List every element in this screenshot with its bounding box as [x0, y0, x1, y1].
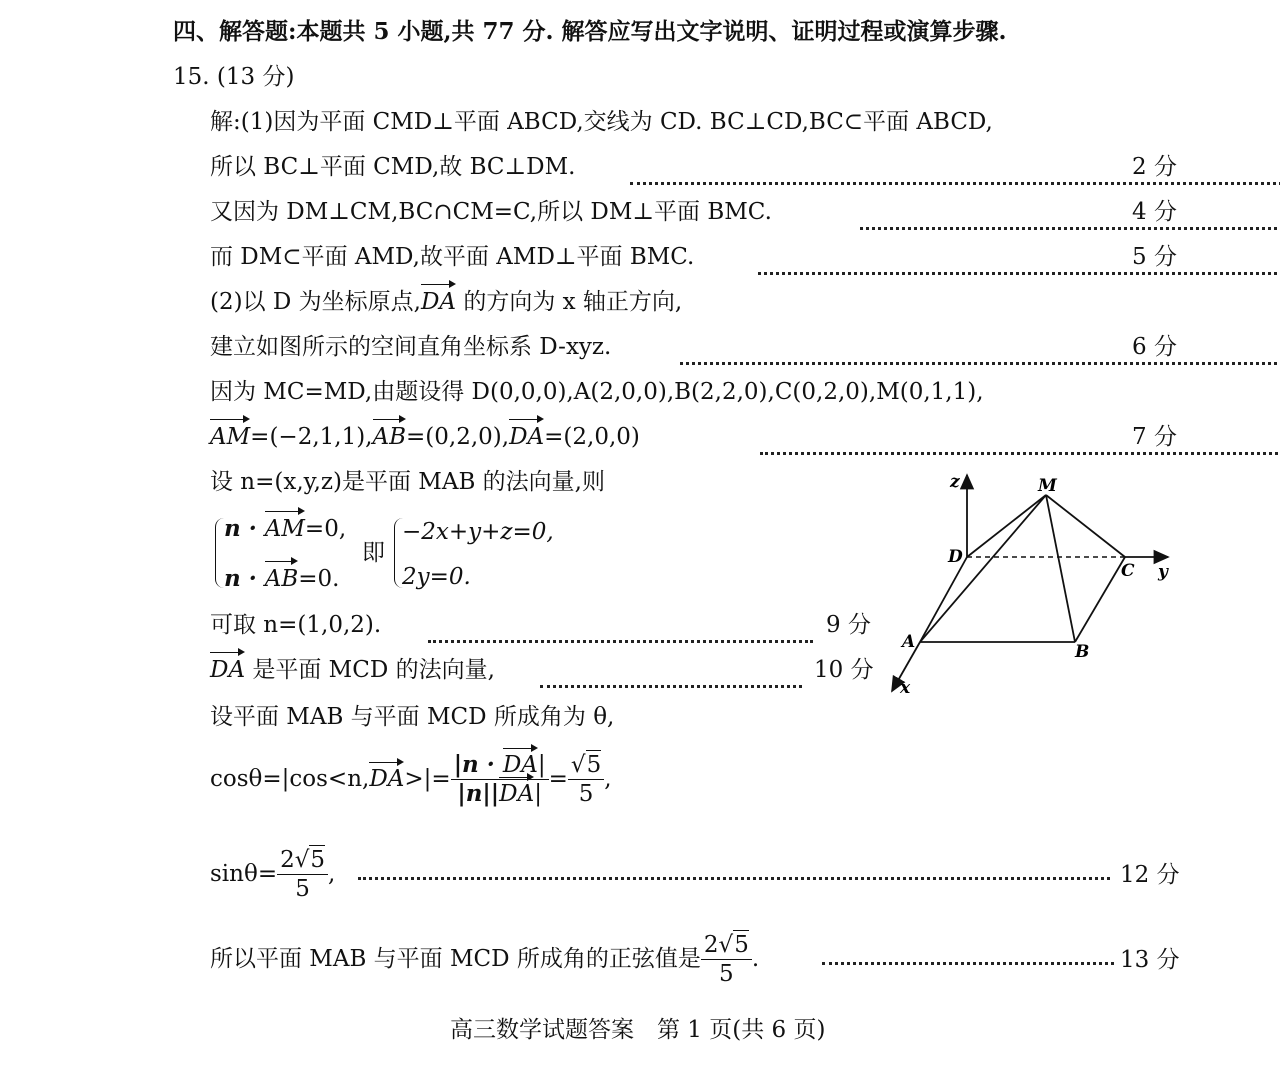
leader-dots: [758, 242, 1280, 275]
leader-dots: [760, 422, 1280, 455]
leader-dots: [630, 152, 1280, 185]
leader-dots: [358, 847, 1110, 880]
vector-da: DA: [369, 766, 405, 792]
label-C: C: [1121, 561, 1135, 581]
frac-den-end: |: [534, 780, 542, 807]
problem-label: 15. (13 分): [173, 64, 295, 90]
label-B: B: [1075, 642, 1090, 662]
vector-da: DA: [499, 780, 535, 807]
label-M: M: [1038, 476, 1057, 496]
value-da: =(2,0,0): [544, 424, 640, 450]
period: .: [751, 946, 760, 972]
score-9: 9 分: [826, 612, 871, 638]
leader-dots: [822, 932, 1114, 965]
solution-line-10: [210, 610, 880, 640]
sin-left: sinθ=: [210, 861, 278, 887]
line-text: 的方向为 x 轴正方向,: [456, 289, 683, 315]
solution-line-6: [210, 332, 1180, 362]
edge-AD: [920, 557, 967, 642]
label-D: D: [948, 547, 963, 567]
score-5: 5 分: [1132, 244, 1177, 270]
system-eq-2: [224, 564, 339, 594]
denominator: 5: [719, 961, 734, 987]
leader-dots: [428, 610, 813, 643]
solution-line-5: [210, 287, 682, 317]
sin-formula: [210, 845, 1180, 907]
frac-num: |n ·: [453, 750, 503, 778]
coef: 2: [703, 932, 719, 958]
line-text: 所以平面 MAB 与平面 MCD 所成角的正弦值是: [210, 946, 701, 972]
system-eq-1: [224, 514, 346, 544]
comma: ,: [604, 766, 612, 792]
page-footer: 高三数学试题答案 第 1 页(共 6 页): [450, 1017, 826, 1043]
solution-line-9: 设 n=(x,y,z)是平面 MAB 的法向量,则: [210, 469, 605, 495]
coef: 2: [280, 847, 295, 873]
normal-n: n ·: [224, 565, 265, 592]
label-x: x: [900, 678, 911, 698]
solution-line-8: [210, 422, 1180, 452]
system-ji: 即: [362, 540, 385, 566]
edge-BC: [1075, 557, 1125, 642]
score-10: 10 分: [814, 657, 874, 683]
line-text: 又因为 DM⊥CM,BC∩CM=C,所以 DM⊥平面 BMC.: [210, 199, 772, 225]
line-text: 所以 BC⊥平面 CMD,故 BC⊥DM.: [210, 154, 576, 180]
line-text: 可取 n=(1,0,2).: [210, 612, 382, 638]
equals: =: [548, 766, 568, 792]
score-7: 7 分: [1132, 424, 1177, 450]
value-ab: =(0,2,0),: [406, 424, 510, 450]
score-6: 6 分: [1132, 334, 1177, 360]
score-13: 13 分: [1120, 947, 1180, 973]
cos-fraction: [451, 751, 549, 808]
vector-ab: AB: [264, 566, 299, 592]
frac-den: |n||: [457, 779, 500, 807]
cos-mid: >|=: [404, 766, 451, 792]
line-text: 建立如图所示的空间直角坐标系 D-xyz.: [210, 334, 612, 360]
cos-formula: [210, 750, 612, 808]
final-fraction: $\frac{2√5}{5}$: [701, 930, 752, 988]
edge-MB: [1046, 495, 1075, 642]
solution-line-2: [210, 152, 1180, 182]
vector-da: DA: [210, 657, 246, 683]
solution-line-1: 解:(1)因为平面 CMD⊥平面 ABCD,交线为 CD. BC⊥CD,BC⊂平面 ABCD,: [210, 109, 993, 135]
sin-fraction: $\frac{2√5}{5}$: [277, 845, 328, 903]
label-z: z: [950, 472, 960, 492]
normal-n: n ·: [224, 515, 265, 542]
score-4: 4 分: [1132, 199, 1177, 225]
line-text: 是平面 MCD 的法向量,: [245, 657, 495, 683]
solution-line-12: 设平面 MAB 与平面 MCD 所成角为 θ,: [210, 704, 615, 730]
frac-num-end: |: [537, 751, 546, 778]
pyramid-figure: [880, 465, 1180, 705]
cos-left: cosθ=|cos<n,: [210, 766, 370, 792]
sqrt-value: 5: [310, 847, 326, 873]
system-eq-4: 2y=0.: [402, 564, 471, 590]
left-brace: [215, 518, 224, 588]
edge-MC: [1046, 495, 1125, 557]
system-eq-3: −2x+y+z=0,: [402, 519, 554, 545]
solution-line-11: [210, 655, 880, 685]
comma: ,: [328, 861, 336, 887]
score-12: 12 分: [1120, 862, 1180, 888]
solution-line-3: [210, 197, 1180, 227]
vector-am: AM: [264, 516, 305, 542]
edge-MA: [920, 495, 1046, 642]
denominator: 5: [578, 781, 594, 807]
sqrt-value: 5: [734, 932, 749, 958]
vector-ab: AB: [372, 424, 407, 450]
solution-line-7: 因为 MC=MD,由题设得 D(0,0,0),A(2,0,0),B(2,2,0),C(0,2,0),M(0,1,1),: [210, 379, 984, 405]
final-line: [210, 930, 1180, 992]
label-A: A: [902, 632, 916, 652]
denominator: 5: [295, 876, 310, 902]
vector-da: DA: [502, 751, 538, 778]
leader-dots: [860, 197, 1280, 230]
edge-MD: [967, 495, 1046, 557]
section-heading: 四、解答题:本题共 5 小题,共 77 分. 解答应写出文字说明、证明过程或演算步骤.: [173, 18, 1007, 45]
sqrt5-over-5: $\frac{√5}{5}$: [568, 750, 604, 808]
eq-rhs: =0.: [298, 566, 340, 592]
vector-am: AM: [210, 424, 251, 450]
sqrt-value: 5: [586, 752, 602, 778]
score-2: 2 分: [1132, 154, 1177, 180]
leader-dots: [680, 332, 1280, 365]
label-y: y: [1158, 562, 1168, 582]
line-text: 而 DM⊂平面 AMD,故平面 AMD⊥平面 BMC.: [210, 244, 695, 270]
line-text: (2)以 D 为坐标原点,: [210, 289, 421, 315]
leader-dots: [540, 655, 802, 688]
value-am: =(−2,1,1),: [250, 424, 373, 450]
solution-line-4: [210, 242, 1180, 272]
vector-da: DA: [509, 424, 545, 450]
eq-rhs: =0,: [304, 516, 347, 542]
vector-da: DA: [420, 289, 457, 315]
